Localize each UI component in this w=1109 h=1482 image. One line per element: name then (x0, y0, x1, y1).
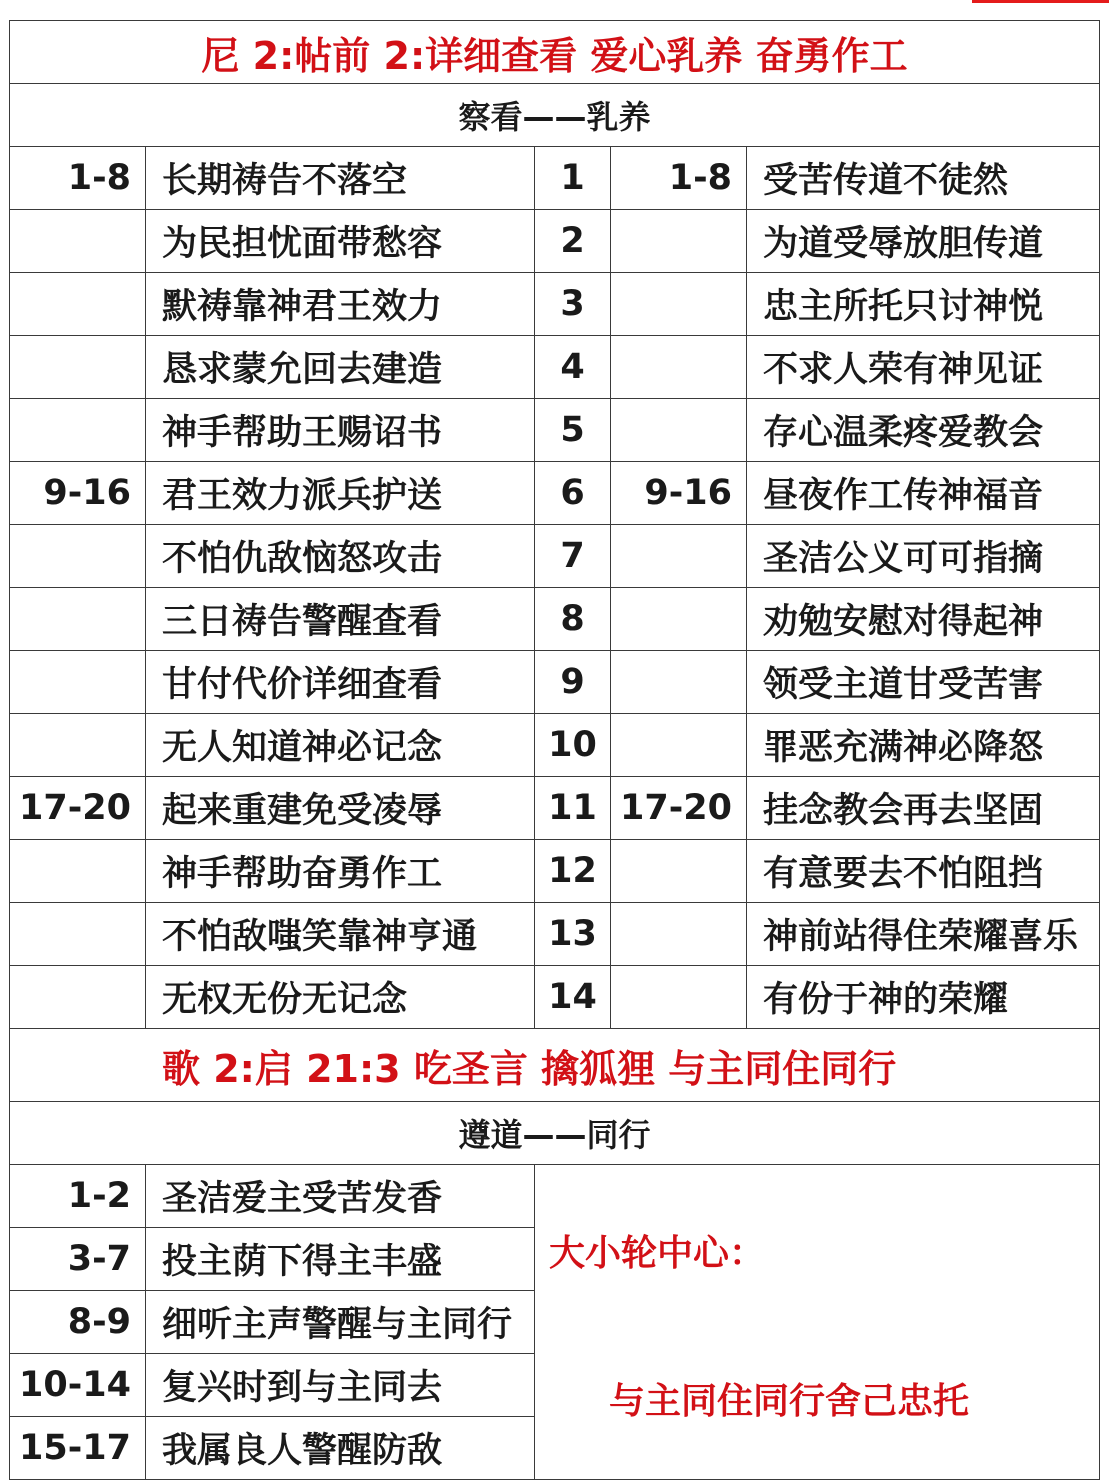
left-summary: 神手帮助王赐诏书 (146, 399, 535, 462)
left-summary: 恳求蒙允回去建造 (146, 336, 535, 399)
left-summary: 无人知道神必记念 (146, 714, 535, 777)
left-summary: 甘付代价详细查看 (146, 651, 535, 714)
right-summary: 有意要去不怕阻挡 (747, 840, 1100, 903)
right-summary: 为道受辱放胆传道 (747, 210, 1100, 273)
verse-ref: 1-2 (10, 1165, 146, 1228)
summary: 细听主声警醒与主同行 (146, 1291, 535, 1354)
right-verse-ref (611, 399, 747, 462)
right-summary: 存心温柔疼爱教会 (747, 399, 1100, 462)
row-number: 7 (535, 525, 611, 588)
right-verse-ref (611, 840, 747, 903)
right-summary: 不求人荣有神见证 (747, 336, 1100, 399)
row-number: 13 (535, 903, 611, 966)
right-summary: 挂念教会再去坚固 (747, 777, 1100, 840)
left-verse-ref (10, 966, 146, 1029)
left-summary: 无权无份无记念 (146, 966, 535, 1029)
verse-ref: 8-9 (10, 1291, 146, 1354)
right-summary: 有份于神的荣耀 (747, 966, 1100, 1029)
table-row (10, 840, 1100, 903)
right-summary: 受苦传道不徒然 (747, 147, 1100, 210)
right-verse-ref (611, 336, 747, 399)
left-verse-ref (10, 399, 146, 462)
row-number: 2 (535, 210, 611, 273)
right-verse-ref: 17-20 (611, 777, 747, 840)
left-summary: 起来重建免受凌辱 (146, 777, 535, 840)
center-panel (535, 1165, 1100, 1480)
table-row (10, 399, 1100, 462)
right-verse-ref (611, 588, 747, 651)
right-summary: 忠主所托只讨神悦 (747, 273, 1100, 336)
table-row (10, 1165, 1100, 1228)
left-verse-ref (10, 840, 146, 903)
left-summary: 默祷靠神君王效力 (146, 273, 535, 336)
page-title: 尼 2:帖前 2:详细查看 爱心乳养 奋勇作工 (10, 21, 1100, 84)
left-verse-ref (10, 651, 146, 714)
right-summary: 劝勉安慰对得起神 (747, 588, 1100, 651)
left-verse-ref (10, 336, 146, 399)
table-row (10, 525, 1100, 588)
right-verse-ref (611, 714, 747, 777)
left-summary: 君王效力派兵护送 (146, 462, 535, 525)
row-number: 1 (535, 147, 611, 210)
left-summary: 神手帮助奋勇作工 (146, 840, 535, 903)
left-verse-ref (10, 903, 146, 966)
table-row (10, 903, 1100, 966)
left-verse-ref: 1-8 (10, 147, 146, 210)
table-row (10, 147, 1100, 210)
table-row (10, 777, 1100, 840)
row-number: 14 (535, 966, 611, 1029)
left-verse-ref (10, 588, 146, 651)
table-row (10, 462, 1100, 525)
center-label: 大小轮中心： (549, 1233, 766, 1274)
summary: 投主荫下得主丰盛 (146, 1228, 535, 1291)
left-verse-ref: 17-20 (10, 777, 146, 840)
table-row (10, 714, 1100, 777)
summary: 复兴时到与主同去 (146, 1354, 535, 1417)
left-summary: 长期祷告不落空 (146, 147, 535, 210)
section-header-obey-walk: 遵道——同行 (10, 1102, 1100, 1165)
table-row (10, 273, 1100, 336)
row-number: 10 (535, 714, 611, 777)
right-summary: 领受主道甘受苦害 (747, 651, 1100, 714)
left-summary: 不怕仇敌恼怒攻击 (146, 525, 535, 588)
right-verse-ref (611, 210, 747, 273)
table-row (10, 588, 1100, 651)
left-verse-ref (10, 273, 146, 336)
row-number: 11 (535, 777, 611, 840)
right-verse-ref (611, 525, 747, 588)
row-number: 4 (535, 336, 611, 399)
right-summary: 圣洁公义可可指摘 (747, 525, 1100, 588)
right-verse-ref (611, 903, 747, 966)
row-number: 3 (535, 273, 611, 336)
center-text: 与主同住同行舍己忠托 (609, 1381, 970, 1422)
right-verse-ref: 9-16 (611, 462, 747, 525)
verse-ref: 15-17 (10, 1417, 146, 1480)
summary: 我属良人警醒防敌 (146, 1417, 535, 1480)
row-number: 9 (535, 651, 611, 714)
row-number: 5 (535, 399, 611, 462)
left-summary: 三日祷告警醒查看 (146, 588, 535, 651)
row-number: 6 (535, 462, 611, 525)
right-verse-ref (611, 273, 747, 336)
study-table (9, 20, 1100, 1480)
left-verse-ref (10, 525, 146, 588)
verse-ref: 10-14 (10, 1354, 146, 1417)
right-verse-ref (611, 651, 747, 714)
left-verse-ref (10, 714, 146, 777)
right-summary: 罪恶充满神必降怒 (747, 714, 1100, 777)
verse-ref: 3-7 (10, 1228, 146, 1291)
section-header-observe-nurture: 察看——乳养 (10, 84, 1100, 147)
summary: 圣洁爱主受苦发香 (146, 1165, 535, 1228)
table-row (10, 651, 1100, 714)
table-row (10, 966, 1100, 1029)
row-number: 12 (535, 840, 611, 903)
song-title: 歌 2:启 21:3 吃圣言 擒狐狸 与主同住同行 (10, 1029, 1100, 1102)
left-verse-ref (10, 210, 146, 273)
right-verse-ref: 1-8 (611, 147, 747, 210)
right-summary: 神前站得住荣耀喜乐 (747, 903, 1100, 966)
right-verse-ref (611, 966, 747, 1029)
top-edge-mark (972, 0, 1109, 3)
right-summary: 昼夜作工传神福音 (747, 462, 1100, 525)
row-number: 8 (535, 588, 611, 651)
left-summary: 为民担忧面带愁容 (146, 210, 535, 273)
table-row (10, 210, 1100, 273)
table-row (10, 336, 1100, 399)
left-summary: 不怕敌嗤笑靠神亨通 (146, 903, 535, 966)
left-verse-ref: 9-16 (10, 462, 146, 525)
